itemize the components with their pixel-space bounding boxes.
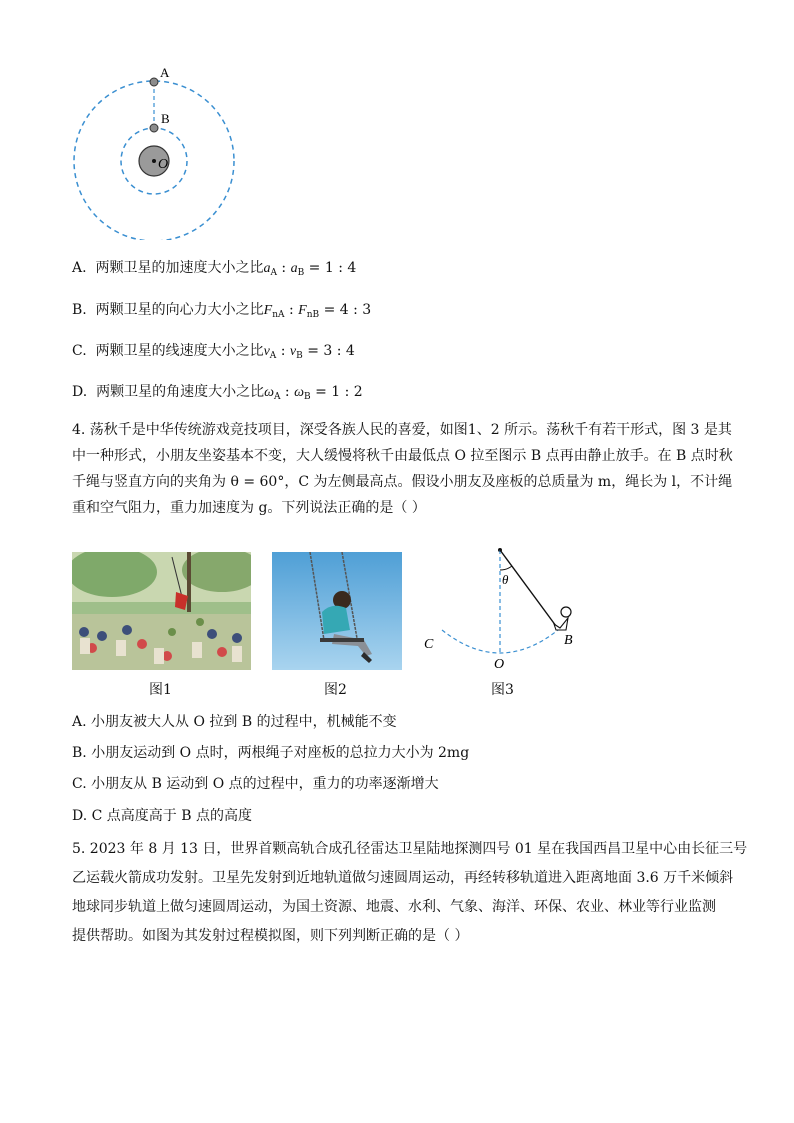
label-theta: θ — [502, 572, 509, 587]
rope — [500, 550, 556, 626]
q4-option-a: A. 小朋友被大人从 O 拉到 B 的过程中，机械能不变 — [72, 714, 397, 730]
label-b: B — [161, 111, 170, 126]
satellite-b — [150, 124, 158, 132]
q4-option-b: B. 小朋友运动到 O 点时，两根绳子对座板的总拉力大小为 2mg — [72, 745, 470, 761]
angle-arc — [500, 566, 512, 570]
orbit-diagram — [70, 60, 240, 240]
satellite-a — [150, 78, 158, 86]
center-dot — [152, 159, 156, 163]
caption-figure-3: 图3 — [491, 682, 514, 698]
q3-option-c: C. 两颗卫星的线速度大小之比$v_A$ : $v_B = 3$ : 4 — [72, 343, 355, 361]
label-c: C — [424, 637, 434, 652]
caption-figure-1: 图1 — [149, 682, 172, 698]
figure-1-swing-festival-image — [72, 552, 251, 670]
child-seat — [554, 618, 568, 630]
caption-figure-2: 图2 — [324, 682, 347, 698]
q4-option-c: C. 小朋友从 B 运动到 O 点的过程中，重力的功率逐渐增大 — [72, 776, 439, 792]
label-a: A — [160, 65, 170, 80]
q4-stem: 4. 荡秋千是中华传统游戏竞技项目，深受各族人民的喜爱，如图1、2 所示。荡秋千有若干形式，图 3 是其 中一种形式，小朋友坐姿基本不变，大人缓慢将秋千由最低点 O 拉至图示 B 点再由静止放手。在 B 点时秋 千绳与竖直方向的夹角为 θ = 60°，C 为左侧最高点。假设小朋友及座板的总质量为 m，绳长为 l，不计绳 重和空气阻力，重力加速度为 g。下列说法正确的是（ ） — [72, 422, 733, 516]
child-head — [561, 607, 571, 617]
q3-option-a: A. 两颗卫星的加速度大小之比$a_A$ : $a_B = 1$ : 4 — [72, 260, 357, 278]
label-o: O — [494, 657, 505, 672]
label-b: B — [564, 633, 573, 648]
q3-option-d: D. 两颗卫星的角速度大小之比$\omega_A$ : $\omega_B = 1$ : 2 — [72, 384, 363, 402]
figure-3-pendulum-diagram — [420, 544, 585, 672]
label-o: O — [158, 157, 169, 172]
q4-option-d: D. C 点高度高于 B 点的高度 — [72, 808, 252, 824]
q5-stem: 5. 2023 年 8 月 13 日，世界首颗高轨合成孔径雷达卫星陆地探测四号 01 星在我国西昌卫星中心由长征三号 乙运载火箭成功发射。卫星先发射到近地轨道做匀速圆周运动，再经转移轨道进入距离地面 3.6 万千米倾斜 地球同步轨道上做匀速圆周运动，为国土资源、地震、水利、气象、海洋、环保、农业、林业等行业监测 提供帮助。如图为其发射过程模拟图，则下列判断正确的是（ ） — [72, 841, 748, 944]
q3-option-b: B. 两颗卫星的向心力大小之比$F_{nA}$ : $F_{nB} = 4$ : 3 — [72, 302, 372, 320]
figure-2-child-swing-image — [272, 552, 402, 670]
